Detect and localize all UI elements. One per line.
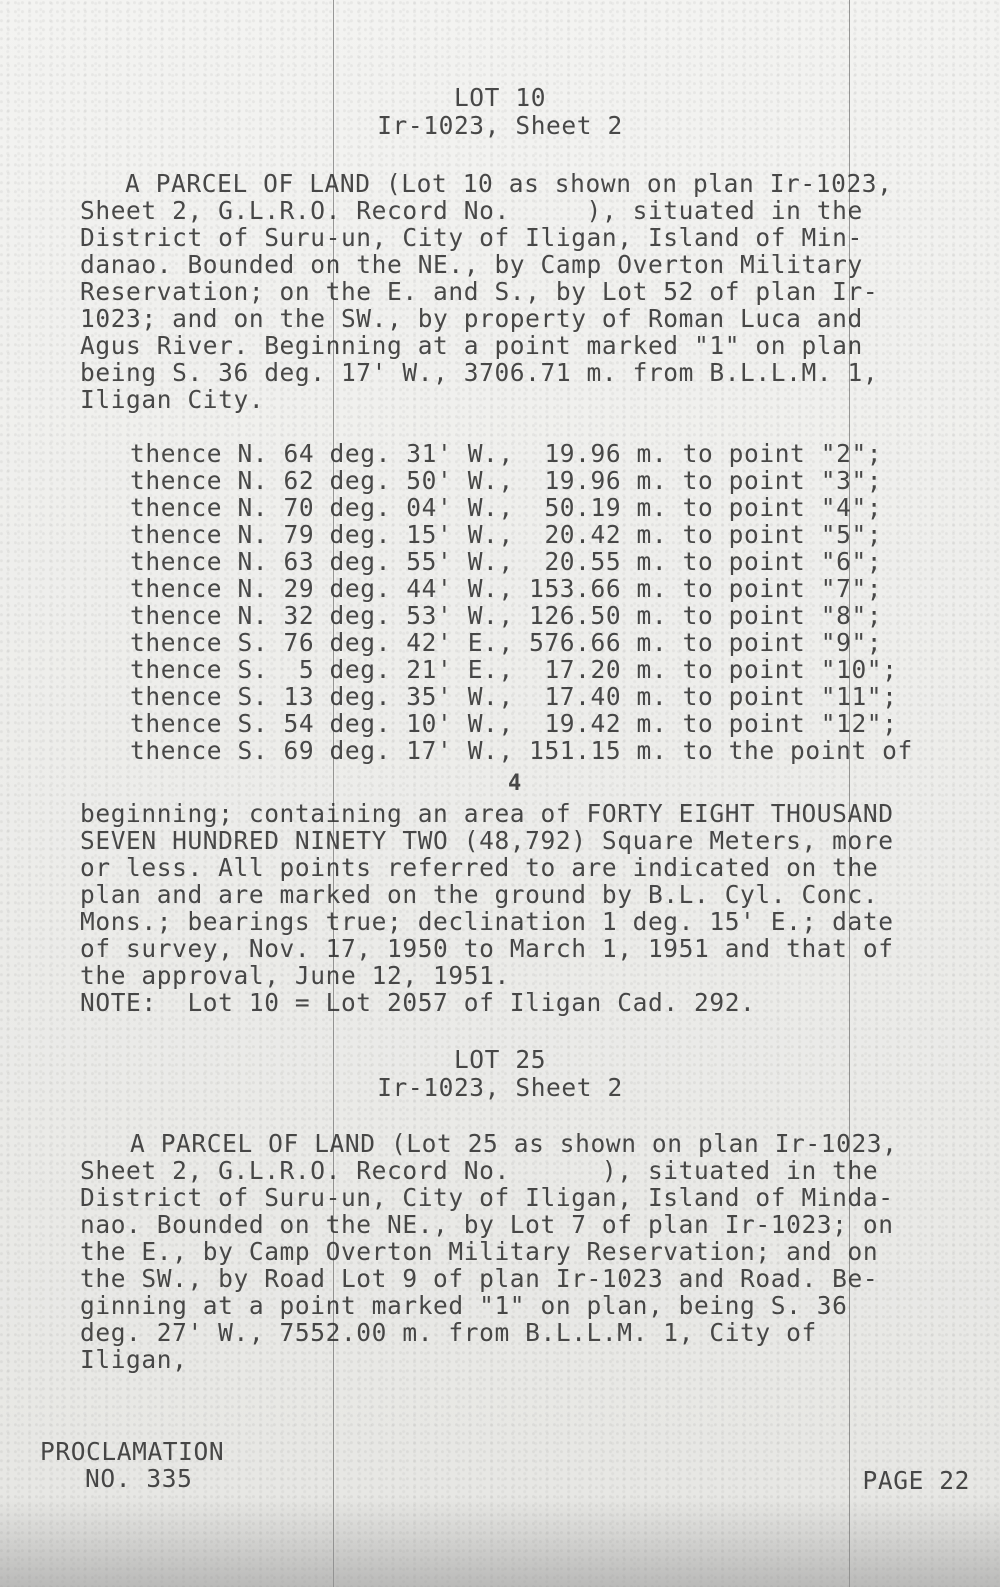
lot10-note: NOTE: Lot 10 = Lot 2057 of Iligan Cad. 292. bbox=[80, 988, 756, 1017]
lot10-closing-line: SEVEN HUNDRED NINETY TWO (48,792) Square Meters, more bbox=[80, 826, 894, 855]
lot25-desc-line: deg. 27' W., 7552.00 m. from B.L.L.M. 1, City of bbox=[80, 1318, 817, 1347]
lot10-call: thence N. 29 deg. 44' W., 153.66 m. to point "7"; bbox=[130, 574, 883, 603]
footer-proclamation-number: NO. 335 bbox=[85, 1464, 193, 1493]
lot10-desc-line: being S. 36 deg. 17' W., 3706.71 m. from B.L.L.M. 1, bbox=[80, 358, 879, 387]
lot10-closing-line: beginning; containing an area of FORTY EIGHT THOUSAND bbox=[80, 799, 894, 828]
lot10-desc-line: 1023; and on the SW., by property of Roman Luca and bbox=[80, 304, 863, 333]
lot25-desc-line: ginning at a point marked "1" on plan, being S. 36 bbox=[80, 1291, 848, 1320]
lot10-call: thence S. 76 deg. 42' E., 576.66 m. to point "9"; bbox=[130, 628, 883, 657]
lot10-desc-line: danao. Bounded on the NE., by Camp Overton Military bbox=[80, 250, 863, 279]
lot10-call: thence N. 32 deg. 53' W., 126.50 m. to point "8"; bbox=[130, 601, 883, 630]
lot25-desc-line: Iligan, bbox=[80, 1345, 188, 1374]
lot10-closing-line: of survey, Nov. 17, 1950 to March 1, 1951 and that of bbox=[80, 934, 894, 963]
lot10-call: thence N. 79 deg. 15' W., 20.42 m. to point "5"; bbox=[130, 520, 883, 549]
lot10-closing-line: plan and are marked on the ground by B.L. Cyl. Conc. bbox=[80, 880, 879, 909]
lot10-closing-line: Mons.; bearings true; declination 1 deg. 15' E.; date bbox=[80, 907, 894, 936]
lot25-desc-line: Sheet 2, G.L.R.O. Record No. ), situated in the bbox=[80, 1156, 879, 1185]
lot25-desc-line: nao. Bounded on the NE., by Lot 7 of plan Ir-1023; on bbox=[80, 1210, 894, 1239]
lot10-call: thence S. 13 deg. 35' W., 17.40 m. to point "11"; bbox=[130, 682, 898, 711]
scan-grime bbox=[0, 1497, 1000, 1587]
lot10-desc-line: A PARCEL OF LAND (Lot 10 as shown on plan Ir-1023, bbox=[125, 169, 893, 198]
lot10-call: thence S. 69 deg. 17' W., 151.15 m. to the point of bbox=[130, 736, 913, 765]
lot10-desc-line: Agus River. Beginning at a point marked "1" on plan bbox=[80, 331, 863, 360]
lot10-call: thence N. 64 deg. 31' W., 19.96 m. to point "2"; bbox=[130, 439, 883, 468]
lot10-closing-line: or less. All points referred to are indicated on the bbox=[80, 853, 879, 882]
lot25-title: LOT 25 bbox=[453, 1045, 547, 1074]
lot10-title: LOT 10 bbox=[453, 83, 547, 112]
lot10-call: thence N. 70 deg. 04' W., 50.19 m. to point "4"; bbox=[130, 493, 883, 522]
footer-proclamation: PROCLAMATION bbox=[40, 1437, 225, 1466]
lot10-closing-line: the approval, June 12, 1951. bbox=[80, 961, 510, 990]
margin-mark: 4 bbox=[508, 771, 522, 796]
lot10-call: thence S. 54 deg. 10' W., 19.42 m. to point "12"; bbox=[130, 709, 898, 738]
lot25-desc-line: the SW., by Road Lot 9 of plan Ir-1023 and Road. Be- bbox=[80, 1264, 879, 1293]
lot25-desc-line: A PARCEL OF LAND (Lot 25 as shown on plan Ir-1023, bbox=[130, 1129, 898, 1158]
lot10-desc-line: Reservation; on the E. and S., by Lot 52 of plan Ir- bbox=[80, 277, 879, 306]
lot25-desc-line: District of Suru-un, City of Iligan, Island of Minda- bbox=[80, 1183, 894, 1212]
lot25-desc-line: the E., by Camp Overton Military Reservation; and on bbox=[80, 1237, 879, 1266]
lot10-subtitle: Ir-1023, Sheet 2 bbox=[377, 111, 623, 140]
lot10-desc-line: District of Suru-un, City of Iligan, Island of Min- bbox=[80, 223, 863, 252]
lot10-desc-line: Iligan City. bbox=[80, 385, 265, 414]
lot10-desc-line: Sheet 2, G.L.R.O. Record No. ), situated in the bbox=[80, 196, 863, 225]
lot10-call: thence N. 63 deg. 55' W., 20.55 m. to point "6"; bbox=[130, 547, 883, 576]
footer-page-number: PAGE 22 bbox=[862, 1466, 970, 1495]
lot10-call: thence N. 62 deg. 50' W., 19.96 m. to point "3"; bbox=[130, 466, 883, 495]
lot25-subtitle: Ir-1023, Sheet 2 bbox=[377, 1073, 623, 1102]
lot10-call: thence S. 5 deg. 21' E., 17.20 m. to point "10"; bbox=[130, 655, 898, 684]
